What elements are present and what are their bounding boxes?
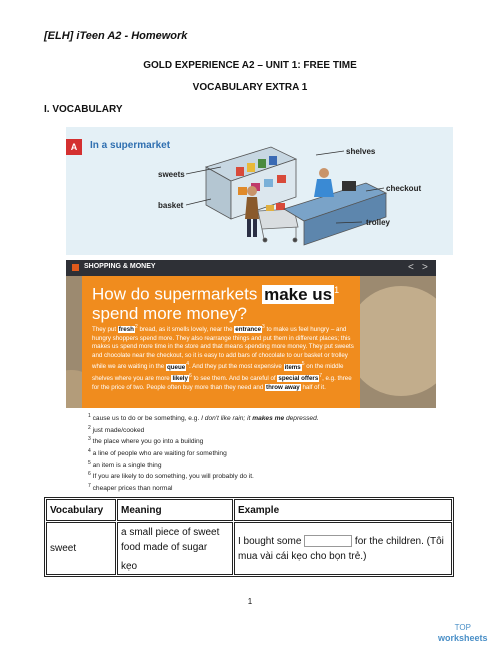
column-header: Example [234, 499, 452, 521]
chevron-left-icon[interactable]: < [408, 262, 414, 273]
table-row [46, 522, 452, 575]
footnote-marker: 4 [186, 361, 189, 368]
highlighted-word: fresh [118, 326, 134, 334]
footnote-marker: 3 [262, 324, 265, 330]
document-title: GOLD EXPERIENCE A2 – UNIT 1: FREE TIME [143, 60, 357, 71]
category-label: SHOPPING & MONEY [84, 263, 156, 270]
footnote-item: $^7$ cheaper prices than normal [88, 483, 173, 493]
section-heading: I. VOCABULARY [44, 104, 123, 115]
chevron-right-icon[interactable]: > [422, 262, 428, 273]
article-bar [66, 260, 436, 276]
category-tag-icon [72, 264, 79, 271]
column-header: Vocabulary [46, 499, 116, 521]
label-basket: basket [158, 201, 184, 210]
column-header: Meaning [117, 499, 233, 521]
article-text-run: on the middle shelves where you are more [92, 363, 344, 383]
document-subtitle: VOCABULARY EXTRA 1 [192, 82, 308, 93]
table-header-row [46, 499, 452, 521]
highlighted-word: queue [166, 363, 186, 371]
cashier-figure [314, 168, 334, 197]
footnote-item: $^1$ cause us to do or be something, e.g. I don't like rain; it makes me depressed. [88, 413, 319, 423]
label-trolley: trolley [366, 218, 391, 227]
document-header: [ELH] iTeen A2 - Homework [44, 30, 188, 42]
meaning-english: a small piece of sweet food made of sugar [121, 527, 220, 553]
checkout-drawing [284, 181, 386, 245]
highlighted-word: special offers [278, 375, 319, 383]
footnote-marker: 7 [319, 373, 323, 380]
headline-highlight: make us [264, 284, 333, 304]
highlighted-word: entrance [235, 326, 262, 334]
article-panel [66, 260, 436, 408]
article-text-run: to make us feel hungry – and hungry shoppers spend more. They also rearrange things and put them in different places; this makes us spend more time in the store and that means spending more money. They put sweets and chocolate near the checkout, so it is easy to add bars of chocolate to our basket or trolley while we are waiting in the [92, 326, 354, 371]
article-text-run: They put [92, 326, 118, 334]
supermarket-illustration-panel [66, 127, 453, 255]
vocab-example: I bought some for the children. (Tôi mua vài cái kẹo cho bọn trẻ.) [234, 522, 452, 575]
footnotes [88, 412, 319, 494]
article-text-run: bread, as it smells lovely, near the [137, 326, 235, 334]
topworksheets-logo: TOP worksheets [438, 623, 488, 643]
meaning-vietnamese: kẹo [121, 561, 138, 572]
vocab-meaning [117, 522, 233, 575]
footnote-marker: 2 [134, 324, 138, 330]
panel-title: In a supermarket [90, 140, 171, 151]
article-text-run: . And they put the most expensive [188, 363, 284, 371]
label-sweets: sweets [158, 170, 185, 179]
article-headline: How do supermarkets make us $^1$ spend more money? [92, 284, 340, 323]
panel-badge: A [66, 139, 82, 155]
label-shelves: shelves [346, 147, 376, 156]
vocab-word: sweet [46, 522, 116, 575]
label-checkout: checkout [386, 184, 422, 193]
page-number: 1 [247, 597, 253, 606]
article-body [92, 323, 354, 392]
footnote-item: $^5$ an item is a single thing [88, 459, 162, 469]
footnote-item: $^3$ the place where you go into a building [88, 436, 204, 446]
article-text-run: half of it. [300, 383, 326, 391]
footnote-item: $^6$ If you are likely to do something, you will probably do it. [88, 471, 254, 481]
footnote-item: $^2$ just made/cooked [88, 424, 145, 434]
footnote-marker: 6 [188, 373, 192, 380]
vocabulary-table [44, 497, 454, 577]
footnote-item: $^4$ a line of people who are waiting for something [88, 448, 227, 458]
highlighted-word: throw away [266, 383, 300, 391]
article-text-run: to see them. And be careful of [191, 375, 278, 383]
answer-blank[interactable] [304, 535, 352, 547]
highlighted-word: likely [172, 375, 188, 383]
article-text-box [82, 276, 360, 408]
footnote-marker: 5 [301, 361, 305, 368]
article-text-run: , e.g. three for the price of two. People often buy more than they need and [92, 375, 352, 391]
highlighted-word: items [284, 363, 301, 371]
